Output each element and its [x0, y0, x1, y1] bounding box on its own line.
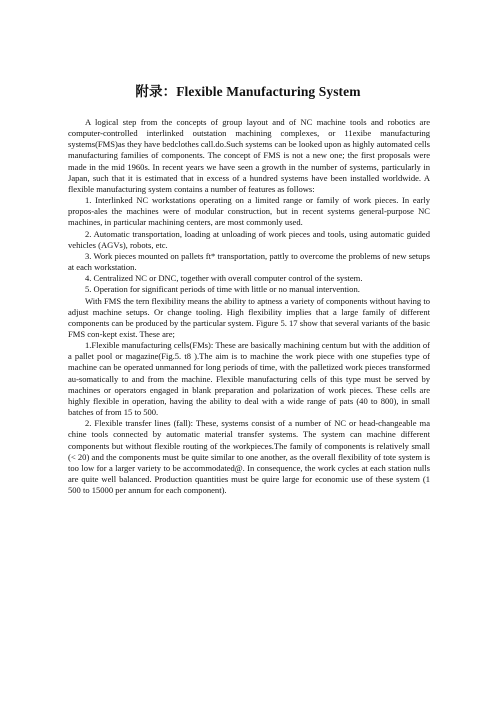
list-item-1: 1. Interlinked NC workstations operating on a limited range or family of work pieces. In early propos-ales the machines were of modular construction, but in recent systems general-purpose NC machines, in particular machining centers, are most commonly used.: [68, 195, 430, 228]
paragraph-intro: A logical step from the concepts of group layout and of NC machine tools and robotics are computer-controlled interlinked outstation machining complexes, or 11exibe manufacturing systems(FMS)as they have bedclothes call.do.Such systems can be looked upon as highly automated cells manufacturing families of components. The concept of FMS is not a new one; the first proposals were made in the mid 1960s. In recent years we have seen a growth in the number of systems, particularly in Japan, such that it is estimated that in excess of a hundred systems have been installed worldwide. A flexible manufacturing system contains a number of features as follows:: [68, 117, 430, 194]
page-title: 附录：Flexible Manufacturing System: [135, 84, 361, 99]
paragraph-fmc: 1.Flexible manufacturing cells(FMs): These are basically machining centum but with the addition of a pallet pool or magazine(Fig.5. t8 ).The aim is to machine the work piece with one stupefies type of machine can be operated unmanned for long periods of time, with the palletized work pieces transformed au-somatically to and from the machine. Flexible manufacturing cells of this type must be served by machines or operators engaged in blank preparation and polarization of work pieces. These cells are highly flexible in operation, having the ability to deal with a wide range of pats (40 to 800), in small batches of from 15 to 500.: [68, 340, 430, 418]
list-item-4: 4. Centralized NC or DNC, together with overall computer control of the system.: [85, 273, 363, 284]
list-item-5: 5. Operation for significant periods of time with little or no manual intervention.: [85, 284, 360, 295]
list-item-3: 3. Work pieces mounted on pallets ft* transportation, pattly to overcome the problems of new setups at each workstation.: [68, 250, 430, 273]
paragraph-flexibility: With FMS the tern flexibility means the ability to aptness a variety of components without having to adjust machine setups. Or change tooling. High flexibility implies that a large family of different components can be produced by the particular system. Figure 5. 17 show that several variants of the basic FMS con-kept exist. These are;: [68, 295, 430, 339]
document-body: [68, 117, 430, 496]
list-item-2: 2. Automatic transportation, loading at unloading of work pieces and tools, using automatic guided vehicles (AGVs), robots, etc.: [68, 228, 430, 250]
paragraph-ftl: 2. Flexible transfer lines (fall): These, systems consist of a number of NC or head-changeable ma chine tools connected by automatic material transfer systems. The system can machine different components but without flexible routing of the workpieces.The family of components is relatively small (< 20) and the components must be quite similar to one another, as the overall flexibility of tote system is too low for a larger variety to be accommodated@. In consequence, the work cycles at each station nulls are quite well balanced. Production quantities must be quire large for economic use of these system (1 500 to 15000 per annum for each component).: [68, 418, 430, 496]
